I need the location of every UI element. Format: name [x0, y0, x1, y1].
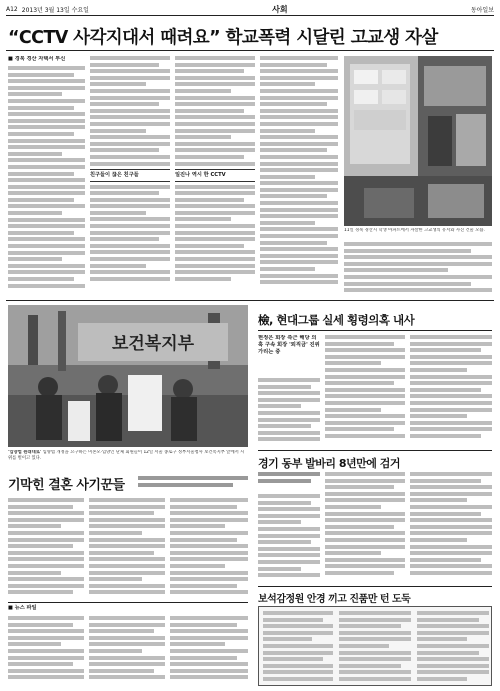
fraud-col-2 — [89, 498, 165, 598]
hyundai-rule — [258, 330, 492, 331]
brief-col-1 — [8, 616, 84, 686]
gyeonggi-col-2 — [325, 472, 405, 582]
sign-text: 보건복지부 — [111, 334, 195, 354]
hyundai-headline: 檢, 현대그룹 실세 횡령의혹 내사 — [258, 313, 415, 327]
top-story-kicker: ■ 경북 경산 자택서 투신 — [8, 56, 66, 62]
gyeonggi-rule — [258, 450, 492, 451]
section-title: 사회 — [272, 5, 288, 14]
page-number: A12 — [6, 6, 18, 13]
ad-box — [258, 606, 492, 686]
publication-name: 동아일보 — [470, 7, 494, 14]
protest-photo-graphic — [8, 305, 248, 447]
protest-photo-caption — [8, 450, 248, 468]
ad-rule — [258, 586, 492, 587]
page-header — [6, 4, 494, 16]
top-story-col-2 — [90, 56, 170, 296]
gyeonggi-headline: 경기 동부 발바리 8년만에 검거 — [258, 457, 400, 470]
headline-rule — [6, 50, 494, 51]
fraud-subhead — [138, 476, 248, 496]
hyundai-col-1 — [258, 378, 320, 444]
building-photo-graphic — [344, 56, 492, 226]
gyeonggi-subhead — [258, 472, 320, 490]
fraud-headline: 기막힌 결혼 사기꾼들 — [8, 478, 125, 493]
issue-date: 2013년 3월 13일 수요일 — [21, 7, 89, 14]
section-rule-1 — [6, 300, 494, 301]
hyundai-col-2 — [325, 335, 405, 445]
top-story-col-1 — [8, 56, 85, 296]
gyeonggi-col-1 — [258, 494, 320, 582]
brief-rule — [8, 602, 248, 603]
news-brief-label: ■ 뉴스 파일 — [8, 605, 37, 611]
top-story-photo-caption: 11일 경북 경산시 학생 아파트에서 자살한 고교생의 유서와 사진 건물 모습. — [344, 228, 485, 233]
brief-col-3 — [170, 616, 248, 686]
top-story-col-3 — [175, 56, 255, 296]
brief-col-2 — [89, 616, 165, 686]
hyundai-col-3 — [410, 335, 492, 445]
hyundai-subhead: 현정은 회장 측근 해당 의혹 구속 회장 '퇴직금' 진위 가리는 중 — [258, 335, 320, 356]
top-story-photo — [344, 56, 492, 226]
pull-quote-1: 친구들이 끊은 친구들 — [90, 169, 170, 182]
fraud-col-3 — [170, 498, 248, 598]
main-headline: “CCTV 사각지대서 때려요” 학교폭력 시달린 고교생 자살 — [8, 28, 438, 48]
top-story-col-5 — [344, 242, 492, 294]
gyeonggi-col-3 — [410, 472, 492, 582]
ad-headline: 보석감정원 안경 끼고 진품만 턴 도둑 — [258, 594, 411, 605]
fraud-col-1 — [8, 498, 84, 598]
pull-quote-2: 일진나 역시 한 CCTV — [175, 169, 255, 182]
protest-photo — [8, 305, 248, 447]
protest-caption-text: 입양법 개정을 요구하는 미혼모·입양인 단체 회원들이 12일 서울 종로구 정부서울청사 보건복지부 앞에서 시위를 벌이고 있다. — [8, 450, 245, 461]
top-story-col-4 — [260, 56, 338, 296]
protest-caption-title: '입양법 원래대로' — [8, 450, 42, 455]
